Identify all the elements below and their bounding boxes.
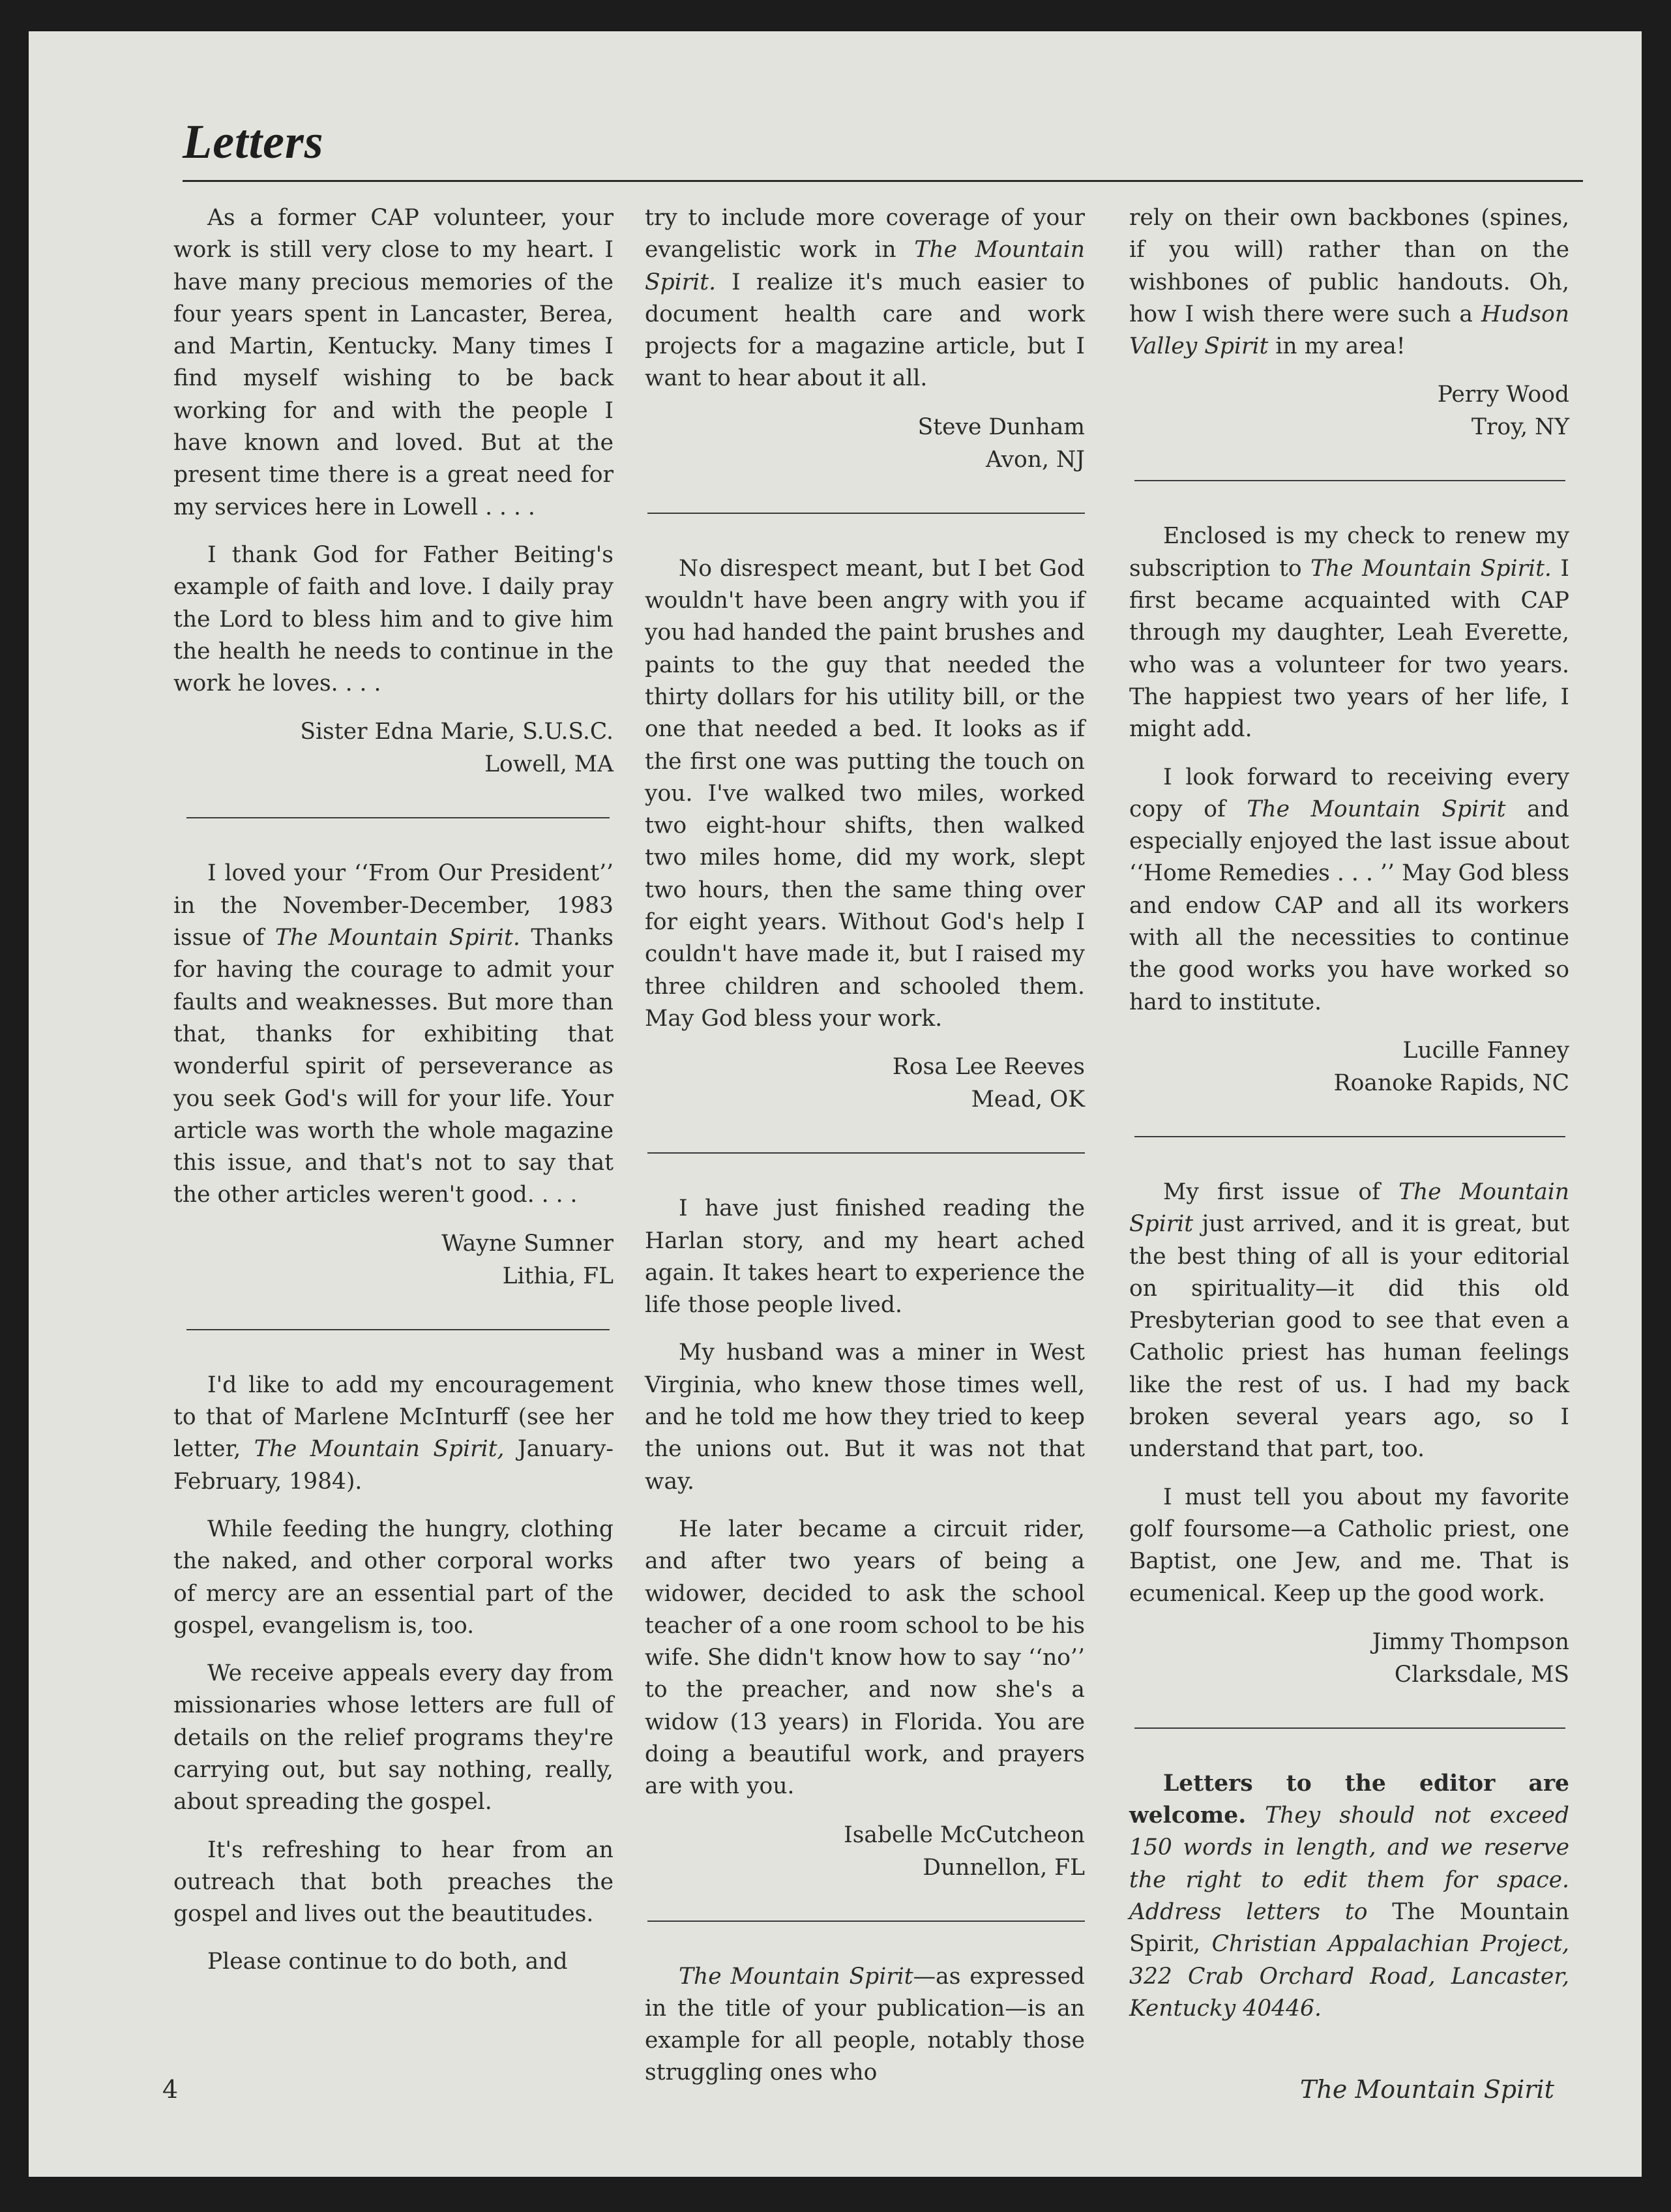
letter-signature xyxy=(1129,1626,1569,1691)
letter-divider xyxy=(647,513,1085,514)
letter-divider xyxy=(1134,1727,1565,1729)
letter-paragraph: My first issue of The Mountain Spirit just arrived, and it is great, but the best thing of all is your editorial on spirituality—it did this old Presbyterian good to see that even a Catholic priest has human feelings like the rest of us. I had my back broken several years ago, so I understand that part, too. xyxy=(1129,1178,1569,1463)
signature-name: Perry Wood xyxy=(1437,381,1569,408)
page-number: 4 xyxy=(162,2075,179,2104)
signature-place: Troy, NY xyxy=(1471,414,1569,441)
letter-paragraph: I thank God for Father Beiting's example of faith and love. I daily pray the Lord to bless him and to give him the health he needs to continue in the work he loves. . . . xyxy=(173,541,614,697)
letter-paragraph: He later became a circuit rider, and after two years of being a widower, decided to ask the school teacher of a one room school to be his wife. She didn't know how to say ‘‘no’’ to the preacher, and now she's a widow (13 years) in Florida. You are doing a beautiful work, and prayers are with you. xyxy=(645,1516,1085,1800)
signature-place: Lowell, MA xyxy=(484,751,614,778)
letter-divider xyxy=(1134,480,1565,481)
signature-name: Sister Edna Marie, S.U.S.C. xyxy=(300,719,614,745)
letter-paragraph: It's refreshing to hear from an outreach that both preaches the gospel and lives out the beautitudes. xyxy=(173,1836,614,1928)
letter-signature xyxy=(645,1819,1085,1884)
signature-name: Jimmy Thompson xyxy=(1372,1628,1569,1655)
footer-publication-title: The Mountain Spirit xyxy=(1300,2075,1554,2104)
letter-divider xyxy=(647,1921,1085,1922)
editor-notice: Letters to the editor are welcome. They should not exceed 150 words in length, and we reserve the right to edit them for space. Address letters to The Mountain Spirit, Christian Appalachian Project, 322 Crab Orchard Road, Lancaster, Kentucky 40446. xyxy=(1129,1770,1569,2022)
signature-place: Avon, NJ xyxy=(986,446,1085,473)
letter-paragraph: I must tell you about my favorite golf foursome—a Catholic priest, one Baptist, one Jew, and me. That is ecumenical. Keep up the good work. xyxy=(1129,1484,1569,1607)
signature-name: Steve Dunham xyxy=(917,413,1085,440)
letter-divider xyxy=(186,1329,610,1330)
letter-signature xyxy=(645,411,1085,476)
letter-paragraph: I look forward to receiving every copy of The Mountain Spirit and especially enjoyed the last issue about ‘‘Home Remedies . . . ’’ May God bless and endow CAP and all its workers with all the necessities to continue the good works you have worked so hard to institute. xyxy=(1129,764,1569,1015)
letter-signature xyxy=(1129,1034,1569,1099)
letter-divider xyxy=(647,1152,1085,1154)
signature-place: Lithia, FL xyxy=(502,1263,614,1289)
column-1 xyxy=(173,202,614,1994)
signature-name: Rosa Lee Reeves xyxy=(892,1054,1085,1081)
letter-paragraph: No disrespect meant, but I bet God wouldn't have been angry with you if you had handed the paint brushes and paints to the guy that needed the thirty dollars for his utility bill, or the one that needed a bed. It looks as if the first one was putting the touch on you. I've walked two miles, worked two eight-hour shifts, then walked two miles home, did my work, slept two hours, then the same thing over for eight years. Without God's help I couldn't have made it, but I raised my three children and schooled them. May God bless your work. xyxy=(645,555,1085,1032)
letter-paragraph: While feeding the hungry, clothing the naked, and other corporal works of mercy are an essential part of the gospel, evangelism is, too. xyxy=(173,1516,614,1639)
letter-paragraph: try to include more coverage of your evangelistic work in The Mountain Spirit. I realize it's much easier to document health care and work projects for a magazine article, but I want to hear about it all. xyxy=(645,205,1085,392)
letter-paragraph: Enclosed is my check to renew my subscription to The Mountain Spirit. I first became acquainted with CAP through my daughter, Leah Everette, who was a volunteer for two years. The happiest two years of her life, I might add. xyxy=(1129,523,1569,743)
signature-place: Mead, OK xyxy=(971,1086,1085,1113)
signature-name: Isabelle McCutcheon xyxy=(844,1821,1085,1848)
column-2 xyxy=(645,202,1085,2105)
letter-paragraph: rely on their own backbones (spines, if you will) rather than on the wishbones of public handouts. Oh, how I wish there were such a Hudson Valley Spirit in my area! xyxy=(1129,205,1569,360)
signature-name: Wayne Sumner xyxy=(441,1230,614,1257)
letter-signature xyxy=(173,1227,614,1293)
letter-divider xyxy=(186,817,610,818)
letter-paragraph: Please continue to do both, and xyxy=(207,1949,568,1975)
magazine-page xyxy=(29,31,1642,2177)
title-rule xyxy=(183,180,1583,182)
signature-place: Roanoke Rapids, NC xyxy=(1333,1069,1569,1096)
column-3 xyxy=(1129,202,1569,2040)
letter-signature xyxy=(1129,378,1569,443)
letter-signature xyxy=(173,715,614,781)
signature-place: Dunnellon, FL xyxy=(923,1854,1085,1881)
letter-paragraph: My husband was a miner in West Virginia, who knew those times well, and he told me how they tried to keep the unions out. But it was not that way. xyxy=(645,1339,1085,1495)
signature-name: Lucille Fanney xyxy=(1402,1037,1569,1064)
letter-paragraph: As a former CAP volunteer, your work is still very close to my heart. I have many precious memories of the four years spent in Lancaster, Berea, and Martin, Kentucky. Many times I find myself wishing to be back working for and with the people I have known and loved. But at the present time there is a great need for my services here in Lowell . . . . xyxy=(173,205,614,520)
letter-divider xyxy=(1134,1136,1565,1137)
page-title: Letters xyxy=(183,115,324,169)
letter-paragraph: We receive appeals every day from missionaries whose letters are full of details on the relief programs they're carrying out, but say nothing, really, about spreading the gospel. xyxy=(173,1660,614,1816)
letter-paragraph: I'd like to add my encouragement to that of Marlene McInturff (see her letter, The Mountain Spirit, January-February, 1984). xyxy=(173,1371,614,1495)
letter-signature xyxy=(645,1051,1085,1116)
letter-paragraph: I have just finished reading the Harlan story, and my heart ached again. It takes heart to experience the life those people lived. xyxy=(645,1195,1085,1319)
letter-paragraph: The Mountain Spirit—as expressed in the title of your publication—is an example for all people, notably those struggling ones who xyxy=(645,1963,1085,2086)
signature-place: Clarksdale, MS xyxy=(1394,1661,1569,1688)
letter-paragraph: I loved your ‘‘From Our President’’ in the November-December, 1983 issue of The Mountain Spirit. Thanks for having the courage to admit your faults and weaknesses. But more than that, thanks for exhibiting that wonderful spirit of perseverance as you seek God's will for your life. Your article was worth the whole magazine this issue, and that's not to say that the other articles weren't good. . . . xyxy=(173,860,614,1208)
